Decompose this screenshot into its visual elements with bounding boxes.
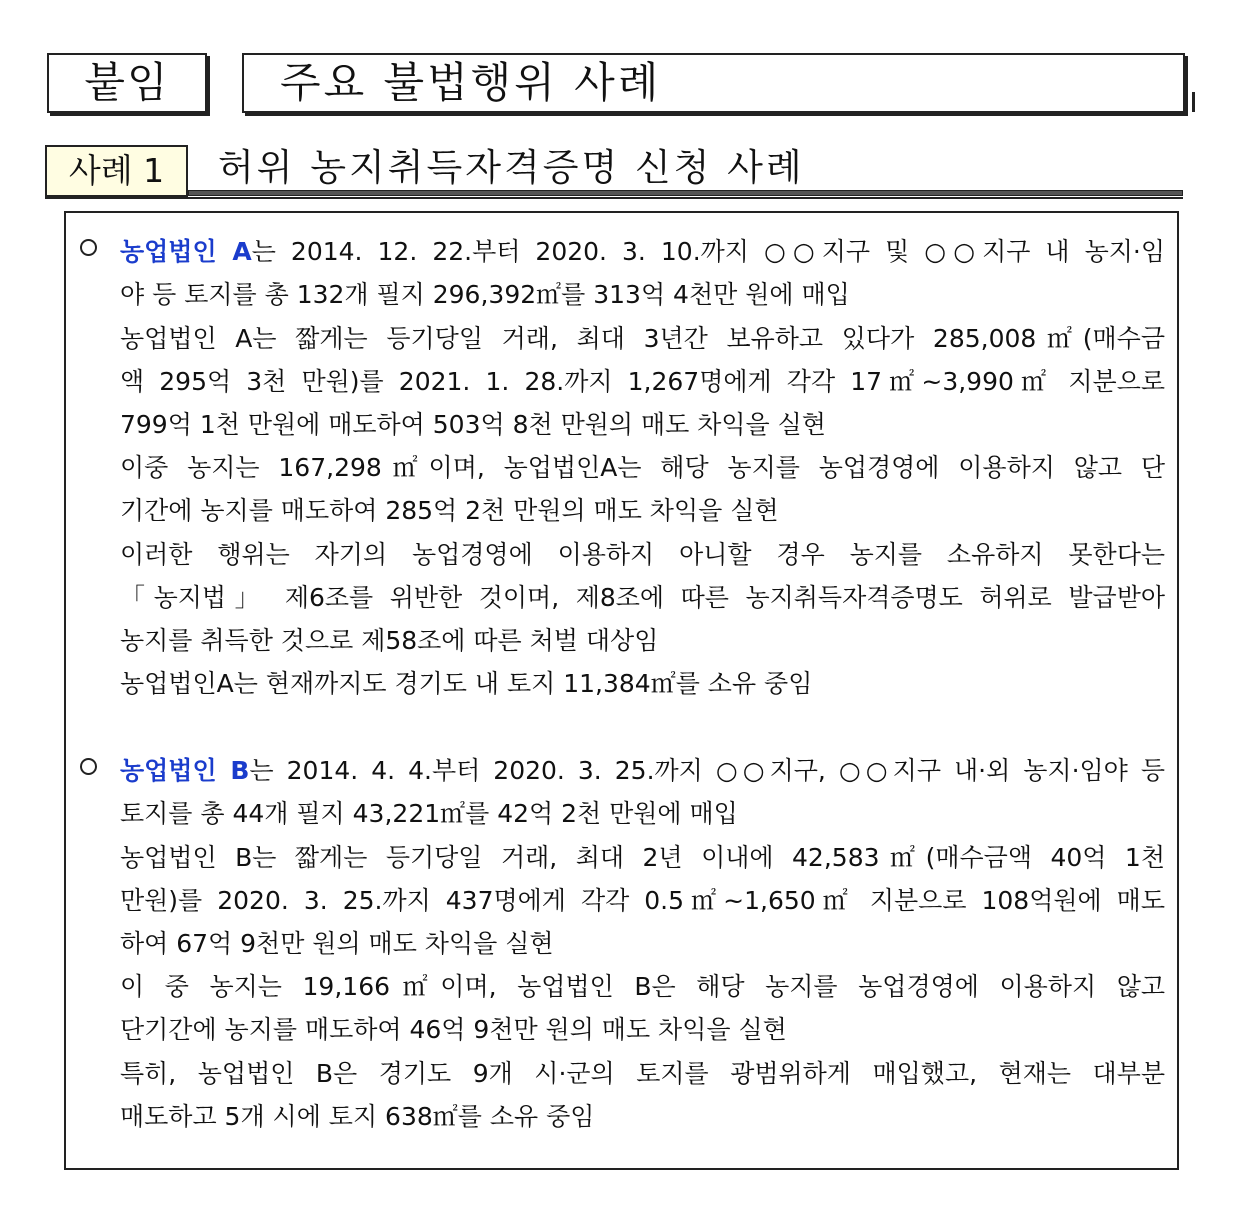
corp-name: 농업법인 B: [120, 756, 250, 785]
item-line: 야 등 토지를 총 132개 필지 296,392㎡를 313억 4천만 원에 매입: [120, 280, 850, 309]
item-line: 농업법인 B는 짧게는 등기당일 거래, 최대 2년 이내에 42,583㎡(매수금액 40억 1천: [120, 843, 1165, 872]
item-line: 이중 농지는 167,298㎡이며, 농업법인A는 해당 농지를 농업경영에 이용하지 않고 단: [120, 453, 1165, 482]
case-tag: 사례 1: [45, 145, 188, 197]
item-line: 농업법인 A는 2014. 12. 22.부터 2020. 3. 10.까지 ○○지구 및 ○○지구 내 농지·임: [120, 237, 1165, 266]
item-line: 단기간에 농지를 매도하여 46억 9천만 원의 매도 차익을 실현: [120, 1015, 787, 1044]
circle-bullet-icon: [80, 239, 97, 256]
case-heading-underline: [45, 197, 1183, 199]
item-line: 기간에 농지를 매도하여 285억 2천 만원의 매도 차익을 실현: [120, 496, 779, 525]
case-content-box: [64, 211, 1179, 1170]
item-line: 만원)를 2020. 3. 25.까지 437명에게 각각 0.5㎡~1,650㎡ 지분으로 108억원에 매도: [120, 886, 1165, 915]
item-line: 799억 1천 만원에 매도하여 503억 8천 만원의 매도 차익을 실현: [120, 410, 826, 439]
item-line: 매도하고 5개 시에 토지 638㎡를 소유 중임: [120, 1102, 595, 1131]
item-line: 특히, 농업법인 B은 경기도 9개 시·군의 토지를 광범위하게 매입했고, 현재는 대부분: [120, 1059, 1165, 1088]
item-line: 농업법인 A는 짧게는 등기당일 거래, 최대 3년간 보유하고 있다가 285,008㎡(매수금: [120, 324, 1165, 353]
circle-bullet-icon: [80, 758, 97, 775]
corp-name: 농업법인 A: [120, 237, 252, 266]
document-title: 주요 불법행위 사례: [280, 58, 662, 107]
item-line: 토지를 총 44개 필지 43,221㎡를 42억 2천 만원에 매입: [120, 799, 738, 828]
attachment-label: 붙임: [84, 58, 170, 107]
item-line: 「농지법」 제6조를 위반한 것이며, 제8조에 따른 농지취득자격증명도 허위로 발급받아: [120, 583, 1165, 612]
side-mark: [1192, 92, 1195, 112]
item-line: 이 중 농지는 19,166㎡이며, 농업법인 B은 해당 농지를 농업경영에 이용하지 않고: [120, 972, 1165, 1001]
case-heading-rule: [188, 190, 1183, 196]
attachment-label-box: [47, 53, 207, 113]
item-line: 농업법인 B는 2014. 4. 4.부터 2020. 3. 25.까지 ○○지구, ○○지구 내·외 농지·임야 등: [120, 756, 1165, 785]
document-title-box: [242, 53, 1185, 113]
item-line: 농지를 취득한 것으로 제58조에 따른 처벌 대상임: [120, 626, 659, 655]
item-line: 하여 67억 9천만 원의 매도 차익을 실현: [120, 929, 554, 958]
case-title: 허위 농지취득자격증명 신청 사례: [218, 146, 805, 189]
item-line: 이러한 행위는 자기의 농업경영에 이용하지 아니할 경우 농지를 소유하지 못한다는: [120, 540, 1165, 569]
item-line: 액 295억 3천 만원)를 2021. 1. 28.까지 1,267명에게 각각 17㎡~3,990㎡ 지분으로: [120, 367, 1165, 396]
item-line: 농업법인A는 현재까지도 경기도 내 토지 11,384㎡를 소유 중임: [120, 669, 813, 698]
